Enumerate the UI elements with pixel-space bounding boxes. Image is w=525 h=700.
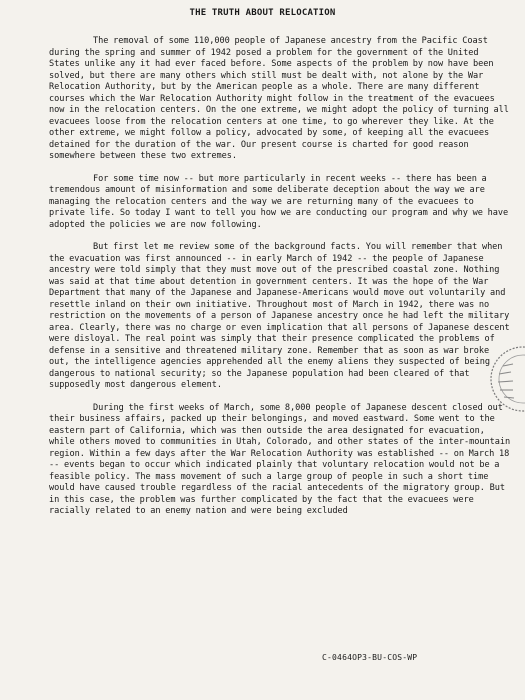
paragraph-4: During the first weeks of March, some 8,000 people of Japanese descent closed out their business affairs, packed up their belongings, and moved eastward. Some went to the eastern part of California, which was then outside the area designated for evacuation, while others moved to communities in Utah, Colorado, and other states of the inter-mountain region. Within a few days after the War Relocation Authority was established -- on March 18 -- events began to occur which indicated plainly that voluntary relocation would not be a feasible policy. The mass movement of such a large group of people in such a short time would have caused trouble regardless of the racial antecedents of the migratory group. But in this case, the problem was further complicated by the fact that the evacuees were racially related to an enemy nation and were being excluded <box>49 402 511 516</box>
paragraph-3: But first let me review some of the background facts. You will remember that when the evacuation was first announced -- in early March of 1942 -- the people of Japanese ancestry were told simply that they must move out of the prescribed coastal zone. Nothing was said at that time about detention in government centers. It was the hope of the War Department that many of the Japanese and Japanese-Americans would move out voluntarily and resettle inland on their own initiative. Throughout most of March in 1942, there was no restriction on the movements of a person of Japanese ancestry once he had left the military area. Clearly, there was no charge or even implication that all persons of Japanese descent were disloyal. The real point was simply that their presence complicated the problems of defense in a sensitive and threatened military zone. Remember that as soon as war broke out, the intelligence agencies apprehended all the enemy aliens they suspected of being dangerous to national security; so the Japanese population had been cleared of that supposedly most dangerous element. <box>49 242 510 390</box>
paragraph-2: For some time now -- but more particularly in recent weeks -- there has been a tremendous amount of misinformation and some deliberate deception about the way we are managing the relocation centers and the way we are returning many of the evacuees to private life. So today I want to tell you how we are conducting our program and why we have adopted the policies we are now following. <box>49 173 509 230</box>
document-title: THE TRUTH ABOUT RELOCATION <box>189 8 336 18</box>
archive-stamp <box>483 344 525 414</box>
paragraph-1: The removal of some 110,000 people of Japanese ancestry from the Pacific Coast during the spring and summer of 1942 posed a problem for the government of the United States unlike any it had ever faced before. Some aspects of the problem by now have been solved, but there are many others which still must be dealt with, not alone by the War Relocation Authority, but by the American people as a whole. There are many different courses which the War Relocation Authority might follow in the treatment of the evacuees now in the relocation centers. On the one extreme, we might adopt the policy of turning all evacuees loose from the relocation centers at one time, to go wherever they like. At the other extreme, we might follow a policy, advocated by some, of keeping all the evacuees detained for the duration of the war. Our present course is charted for good reason somewhere between these two extremes. <box>49 36 509 161</box>
document-code: C-0464OP3-BU-COS-WP <box>322 653 418 662</box>
document-body <box>49 36 511 529</box>
